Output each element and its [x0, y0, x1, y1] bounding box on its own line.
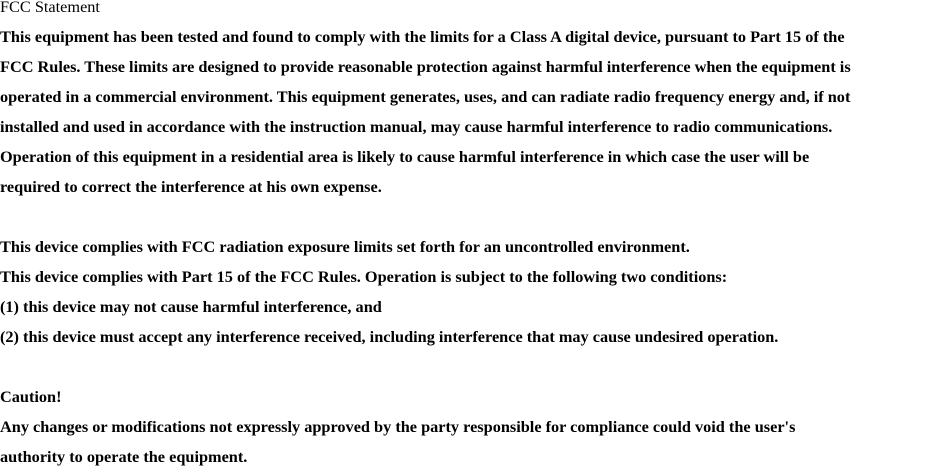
- radiation-exposure-paragraph: [0, 232, 950, 352]
- paragraph-line: Operation of this equipment in a residential area is likely to cause harmful interference in which case the user will be: [0, 147, 810, 166]
- paragraph-line: This device complies with FCC radiation exposure limits set forth for an uncontrolled environment.: [0, 237, 690, 256]
- paragraph-line: authority to operate the equipment.: [0, 447, 248, 466]
- condition-item: (2) this device must accept any interference received, including interference that may cause undesired operation.: [0, 327, 779, 346]
- paragraph-line: required to correct the interference at his own expense.: [0, 177, 382, 196]
- paragraph-line: This device complies with Part 15 of the FCC Rules. Operation is subject to the following two conditions:: [0, 267, 728, 286]
- paragraph-line: operated in a commercial environment. This equipment generates, uses, and can radiate radio frequency energy and, if not: [0, 87, 851, 106]
- document-title: FCC Statement: [0, 0, 100, 16]
- paragraph-line: This equipment has been tested and found to comply with the limits for a Class A digital device, pursuant to Part 15 of the: [0, 27, 845, 46]
- compliance-paragraph: [0, 22, 950, 202]
- paragraph-spacer: [0, 202, 950, 232]
- paragraph-spacer: [0, 352, 950, 382]
- paragraph-line: Any changes or modifications not expressly approved by the party responsible for compliance could void the user's: [0, 417, 796, 436]
- paragraph-line: FCC Rules. These limits are designed to provide reasonable protection against harmful interference when the equipment is: [0, 57, 851, 76]
- caution-paragraph: [0, 412, 950, 472]
- caution-heading: Caution!: [0, 387, 62, 406]
- condition-item: (1) this device may not cause harmful interference, and: [0, 297, 382, 316]
- paragraph-line: installed and used in accordance with the instruction manual, may cause harmful interference to radio communications.: [0, 117, 833, 136]
